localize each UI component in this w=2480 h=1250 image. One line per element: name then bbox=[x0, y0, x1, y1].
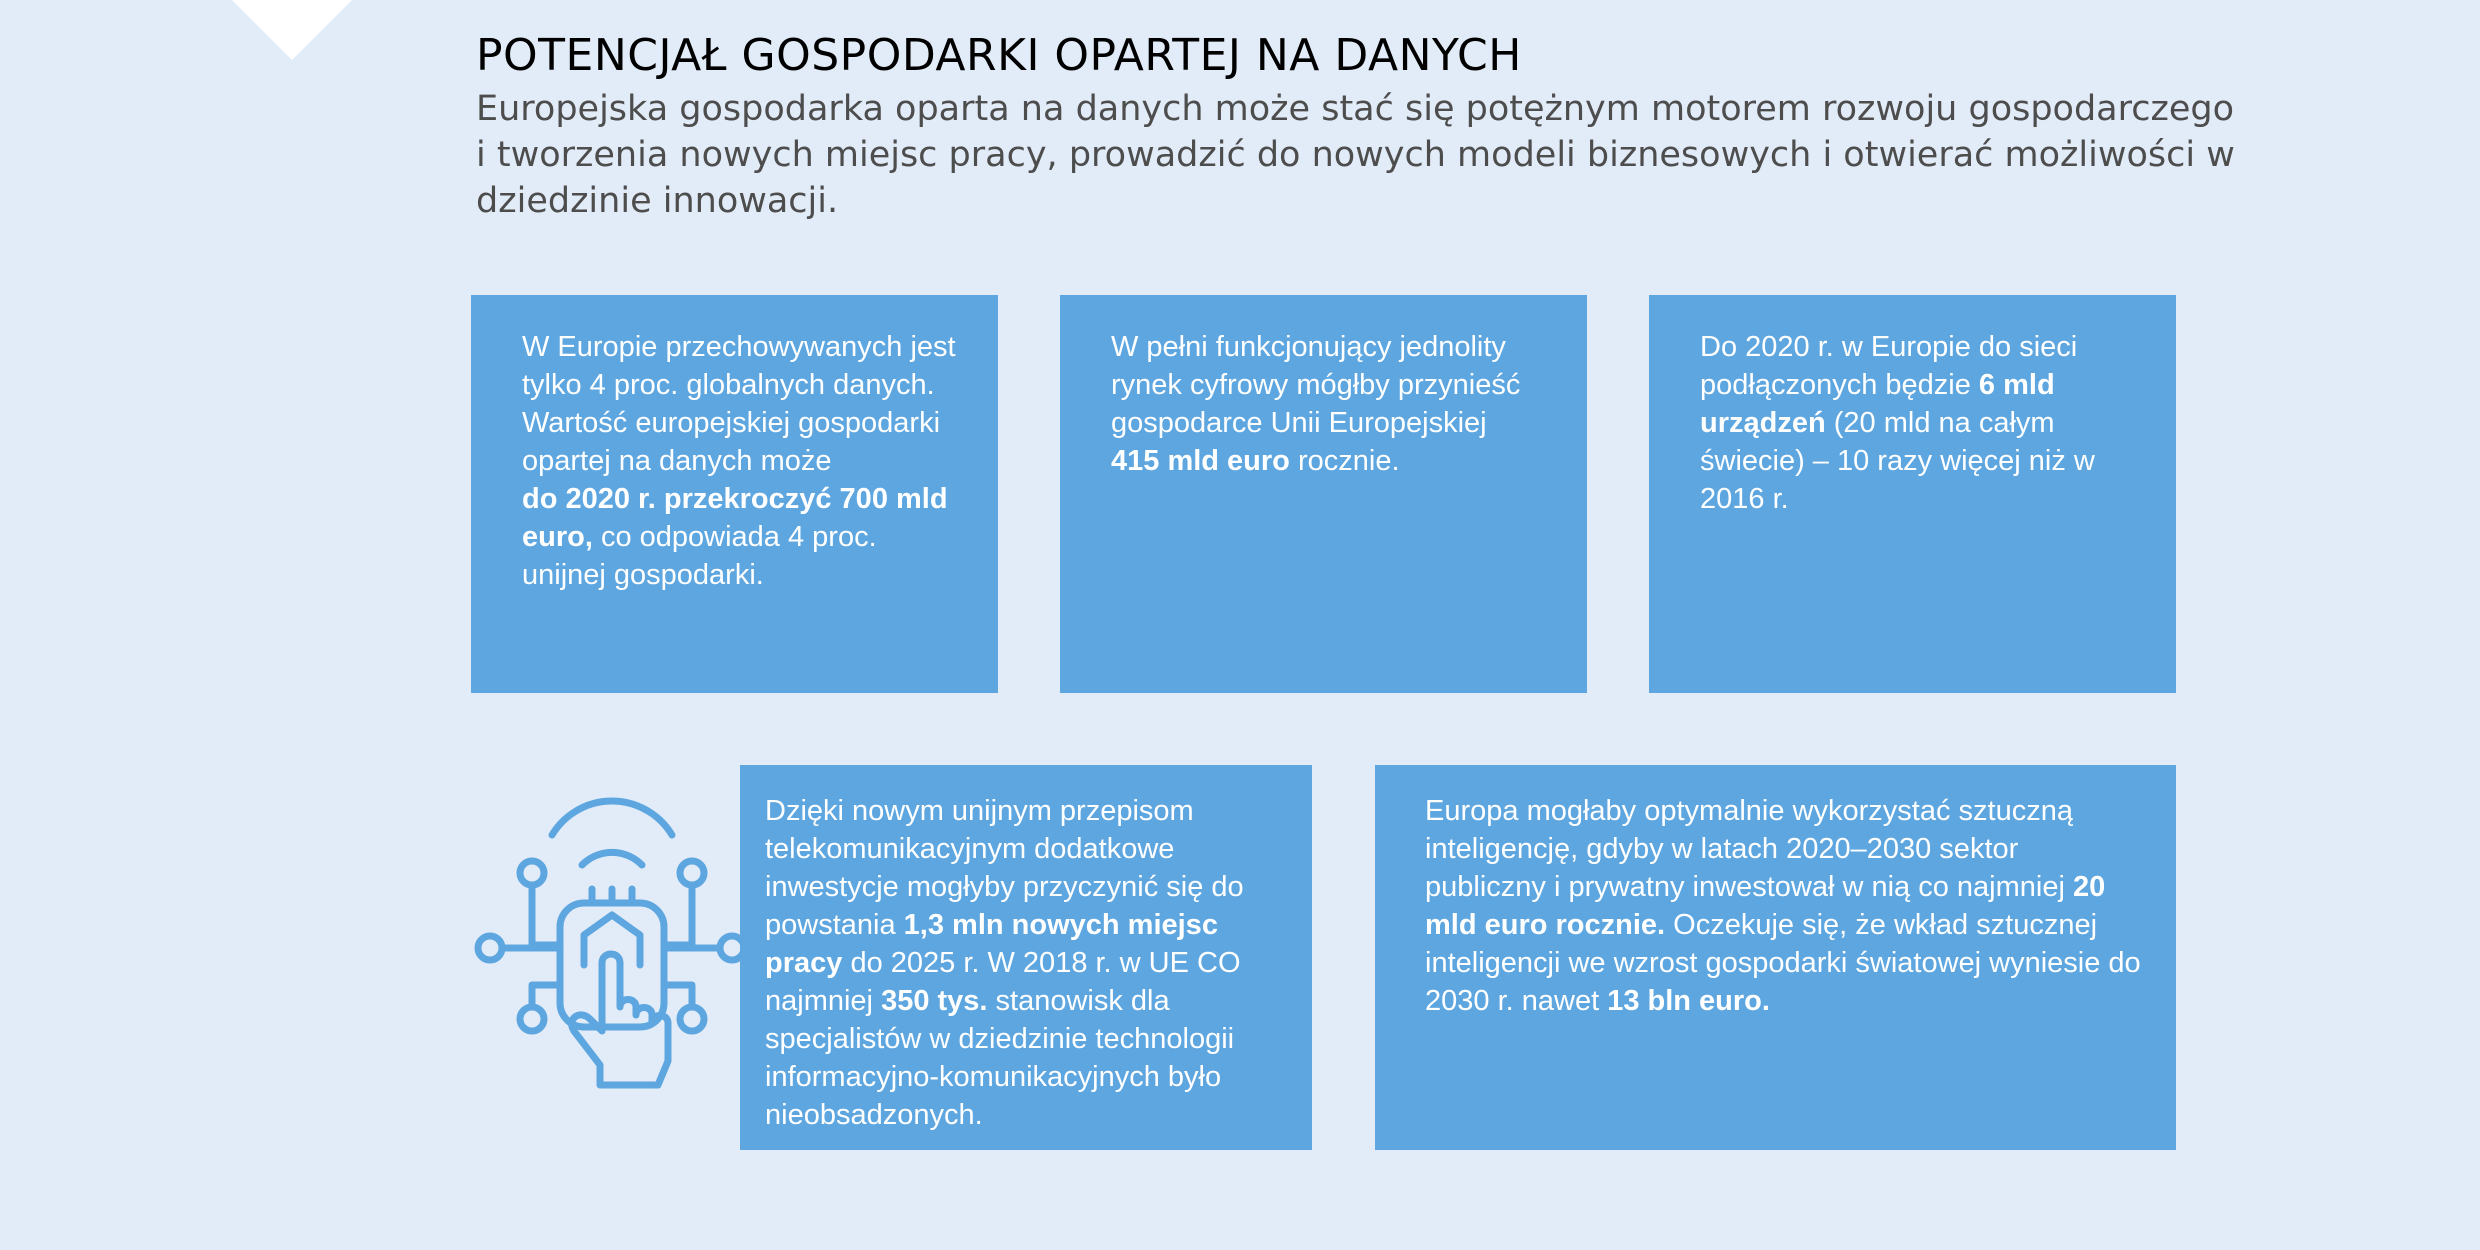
fact-text: W pełni funkcjonujący jednolity rynek cyfrowy mógłby przynieść gospodarce Unii Europejskiej 415 mld euro rocznie. bbox=[1111, 331, 1521, 477]
fact-box-digital-market bbox=[1060, 295, 1587, 693]
hand-touch-chip-icon bbox=[462, 785, 752, 1105]
fact-box-connected-devices bbox=[1649, 295, 2176, 693]
fact-box-artificial-intelligence bbox=[1375, 765, 2176, 1150]
fact-text: W Europie przechowywanych jest tylko 4 proc. globalnych danych. Wartość europejskiej gospodarki opartej na danych może do 2020 r. przekroczyć 700 mld euro, co odpowiada 4 proc. unijnej gospodarki. bbox=[522, 331, 956, 591]
fact-text: Dzięki nowym unijnym przepisom telekomunikacyjnym dodatkowe inwestycje mogłyby przyczynić się do powstania 1,3 mln nowych miejsc pracy do 2025 r. W 2018 r. w UE CO najmniej 350 tys. stanowisk dla specjalistów w dziedzinie technologii informacyjno-komunikacyjnych było nieobsadzonych. bbox=[765, 795, 1244, 1131]
page-subtitle: Europejska gospodarka oparta na danych może stać się potężnym motorem rozwoju gospodarczego i tworzenia nowych miejsc pracy, prowadzić do nowych modeli biznesowych i otwierać możliwości w dziedzinie innowacji. bbox=[476, 89, 2235, 221]
corner-notch-icon bbox=[0, 0, 400, 70]
page-title: POTENCJAŁ GOSPODARKI OPARTEJ NA DANYCH bbox=[476, 30, 1522, 81]
fact-box-telecom-jobs bbox=[740, 765, 1312, 1150]
fact-box-data-storage bbox=[471, 295, 998, 693]
fact-text: Do 2020 r. w Europie do sieci podłączonych będzie 6 mld urządzeń (20 mld na całym świecie) – 10 razy więcej niż w 2016 r. bbox=[1700, 331, 2095, 515]
fact-text: Europa mogłaby optymalnie wykorzystać sztuczną inteligencję, gdyby w latach 2020–2030 sektor publiczny i prywatny inwestował w nią co najmniej 20 mld euro rocznie. Oczekuje się, że wkład sztucznej inteligencji we wzrost gospodarki światowej wyniesie do 2030 r. nawet 13 bln euro. bbox=[1425, 795, 2141, 1017]
